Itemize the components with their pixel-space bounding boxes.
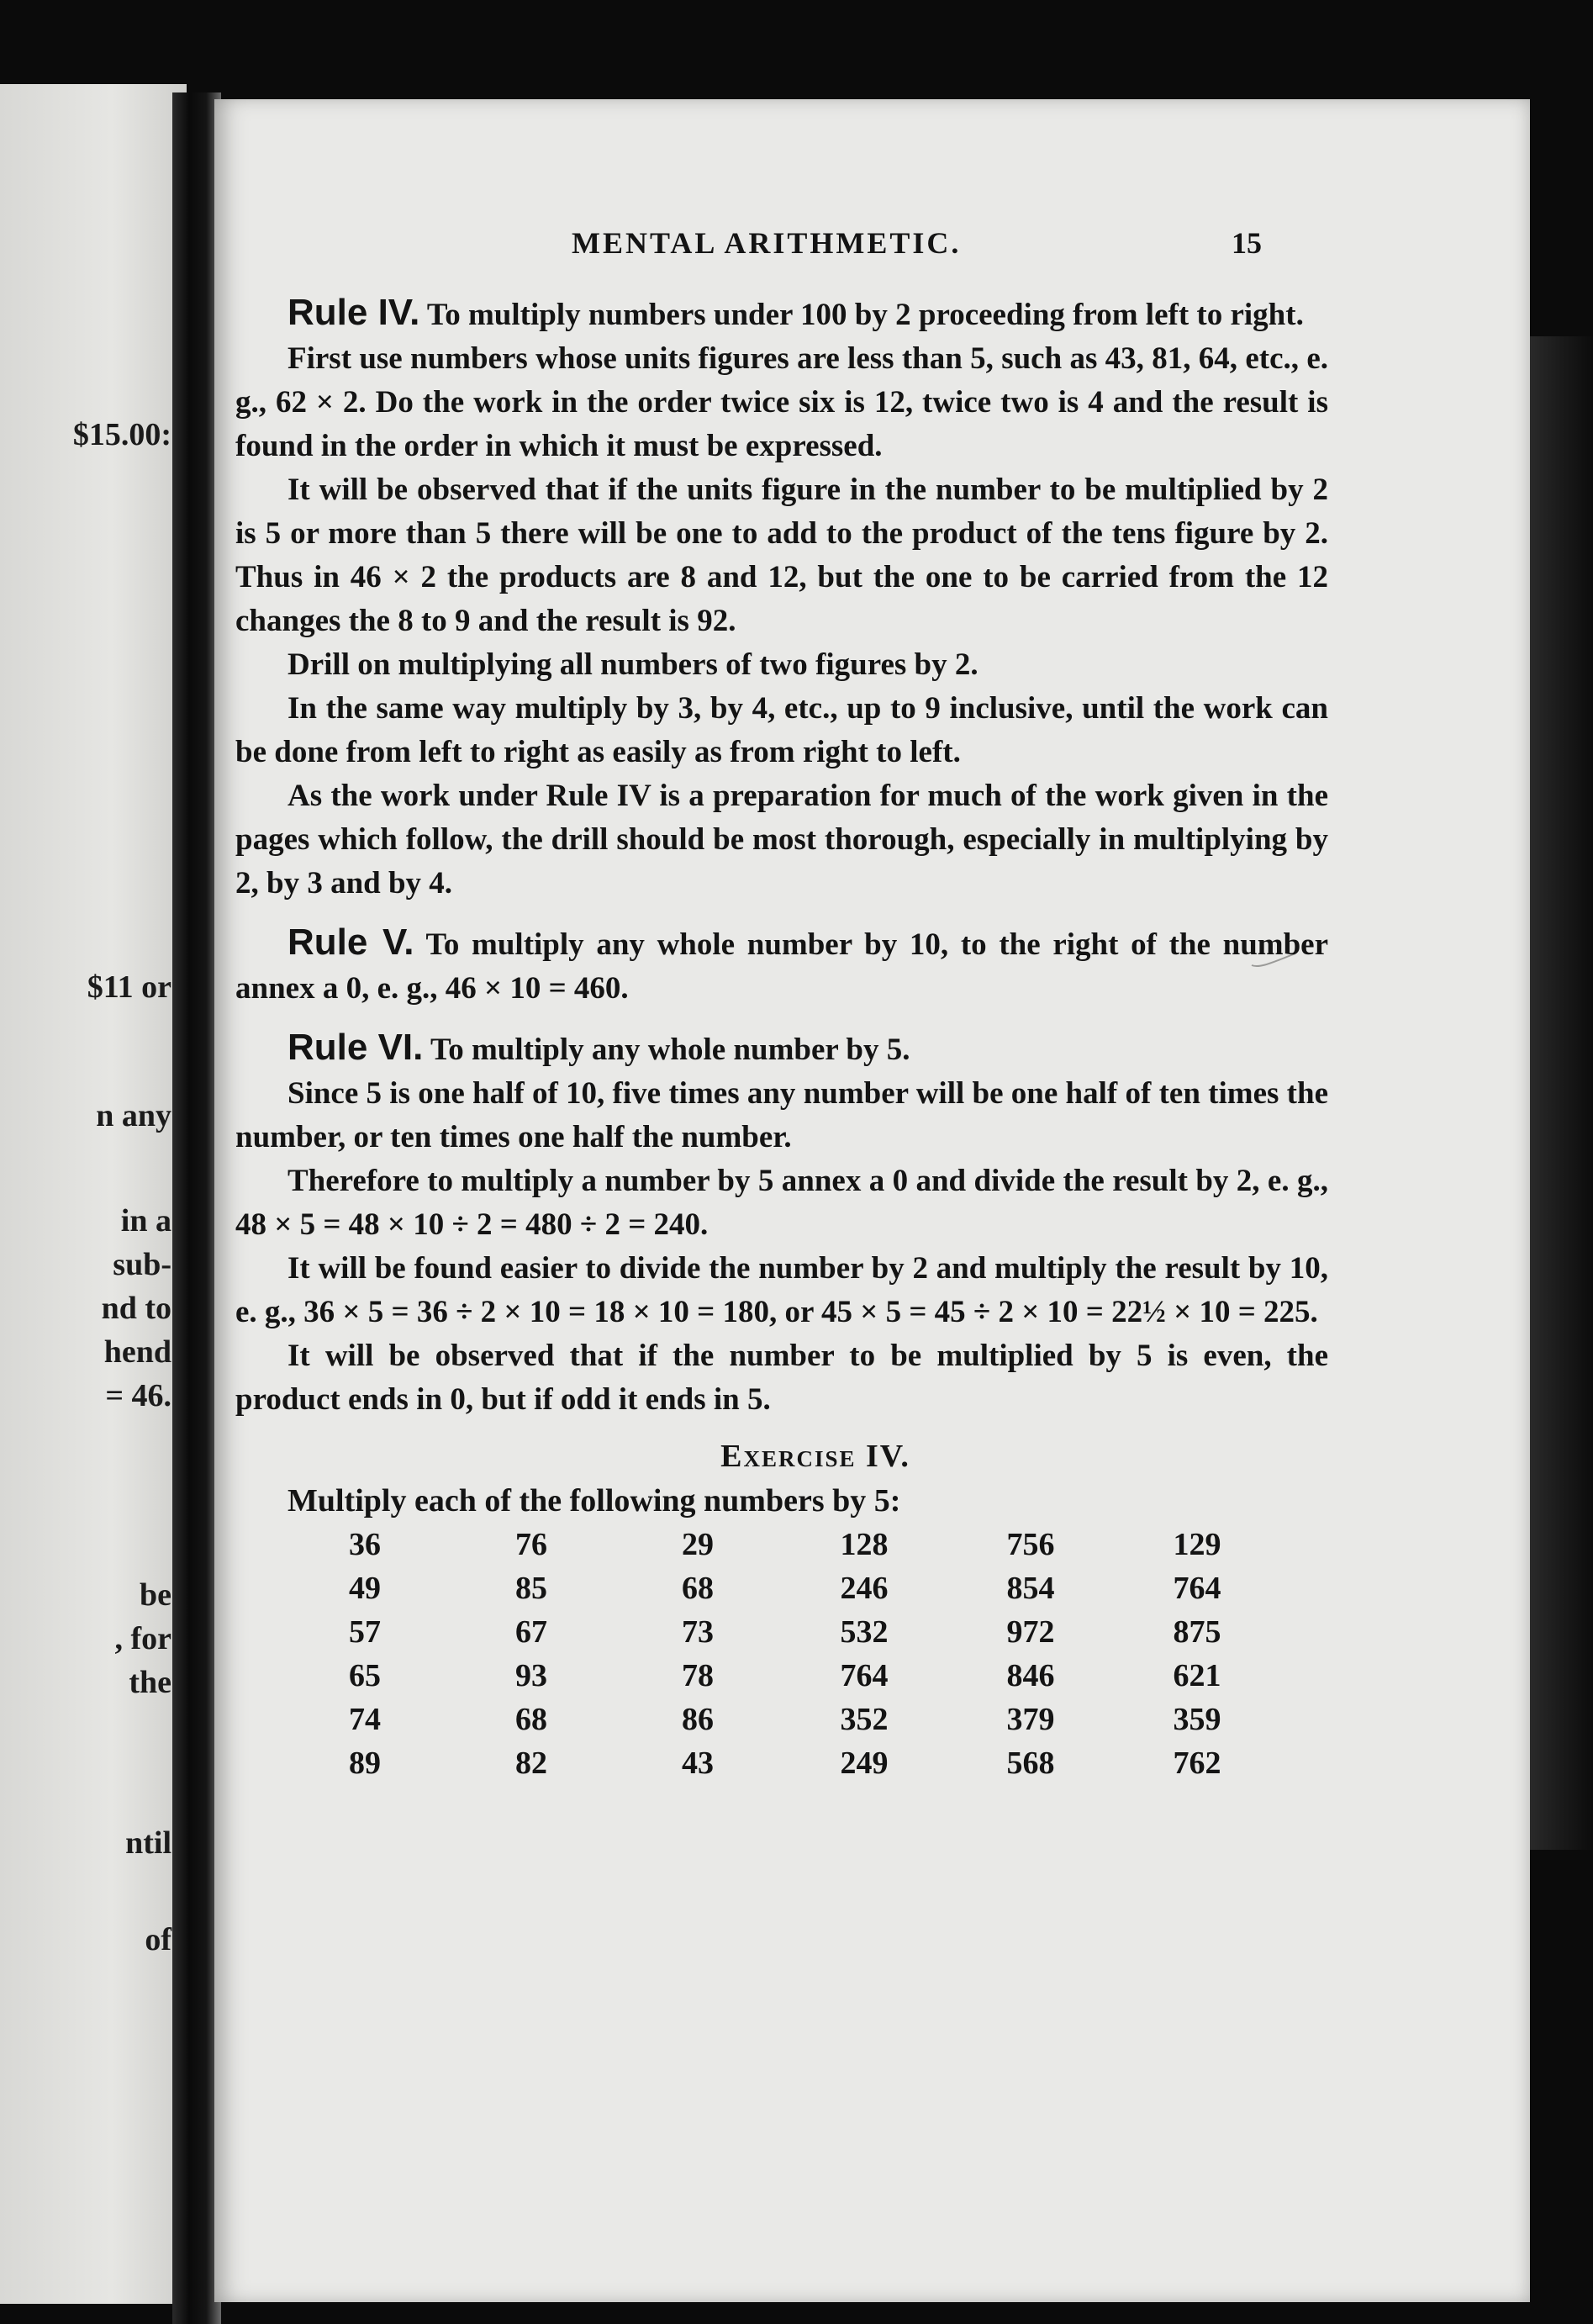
left-page-fragment: in a: [120, 1203, 171, 1239]
table-cell: 532: [840, 1614, 889, 1650]
table-cell: 379: [1006, 1702, 1055, 1737]
left-page-fragment: $15.00:: [72, 417, 171, 452]
table-cell: 76: [515, 1527, 547, 1562]
table-cell: 621: [1173, 1658, 1221, 1693]
table-cell: 57: [349, 1614, 381, 1650]
left-page-fragment: be: [140, 1577, 171, 1613]
page-number: 15: [1232, 226, 1262, 260]
table-row: [282, 1698, 1280, 1741]
table-row: [282, 1566, 1280, 1610]
rule-v-heading: Rule V.: [287, 922, 414, 963]
table-cell: 68: [682, 1571, 714, 1606]
left-page-sliver: [0, 84, 187, 2304]
left-page-fragment: nd to: [101, 1291, 171, 1326]
table-cell: 352: [840, 1702, 889, 1737]
table-cell: 875: [1173, 1614, 1221, 1650]
table-cell: 36: [349, 1527, 381, 1562]
table-cell: 246: [840, 1571, 889, 1606]
table-cell: 128: [840, 1527, 889, 1562]
rule-iv-heading: Rule IV.: [287, 292, 420, 333]
exercise-title: Exercise IV.: [720, 1439, 910, 1474]
paragraph: Since 5 is one half of 10, five times any number will be one half of ten times the number, or ten times one half the number.: [235, 1076, 1328, 1154]
rule-v-statement: [235, 921, 1328, 1011]
table-cell: 359: [1173, 1702, 1221, 1737]
table-cell: 74: [349, 1702, 381, 1737]
left-page-fragment: of: [145, 1922, 171, 1957]
table-cell: 764: [840, 1658, 889, 1693]
rule-vi-text: To multiply any whole number by 5.: [423, 1033, 910, 1067]
table-row: [282, 1523, 1280, 1566]
table-cell: 249: [840, 1746, 889, 1781]
paragraph: It will be observed that if the units figure in the number to be multiplied by 2 is 5 or more than 5 there will be one to add to the product of the tens figure by 2. Thus in 46 × 2 the products are 8 and 12, but the one to be carried from the 12 changes the 8 to 9 and the result is 92.: [235, 473, 1328, 638]
table-row: [282, 1654, 1280, 1698]
rule-iv-text: To multiply numbers under 100 by 2 proceeding from left to right.: [419, 298, 1304, 332]
left-page-fragment: , for: [114, 1621, 171, 1656]
paragraph: First use numbers whose units figures are less than 5, such as 43, 81, 64, etc., e. g., 62 × 2. Do the work in the order twice six is 12, twice two is 4 and the result is found in the order in which it must be expressed.: [235, 341, 1328, 463]
table-cell: 78: [682, 1658, 714, 1693]
table-cell: 65: [349, 1658, 381, 1693]
book-page: [214, 99, 1530, 2302]
table-cell: 29: [682, 1527, 714, 1562]
rule-vi-heading: Rule VI.: [287, 1027, 424, 1068]
table-cell: 129: [1173, 1527, 1221, 1562]
table-cell: 82: [515, 1746, 547, 1781]
table-cell: 762: [1173, 1746, 1221, 1781]
table-cell: 756: [1006, 1527, 1055, 1562]
table-cell: 93: [515, 1658, 547, 1693]
paragraph: It will be found easier to divide the number by 2 and multiply the result by 10, e. g., 36 × 5 = 36 ÷ 2 × 10 = 18 × 10 = 180, or 45 × 5 = 45 ÷ 2 × 10 = 22½ × 10 = 225.: [235, 1251, 1328, 1329]
paragraph: Drill on multiplying all numbers of two figures by 2.: [287, 647, 978, 682]
left-page-fragment: = 46.: [105, 1378, 171, 1413]
left-page-fragment: $11 or: [87, 969, 171, 1005]
page-edge-shadow: [1530, 336, 1593, 1850]
table-cell: 73: [682, 1614, 714, 1650]
table-cell: 67: [515, 1614, 547, 1650]
paragraph: As the work under Rule IV is a preparation for much of the work given in the pages which follow, the drill should be most thorough, especially in multiplying by 2, by 3 and by 4.: [235, 779, 1328, 901]
left-page-fragment: ntil: [125, 1825, 171, 1861]
running-title: MENTAL ARITHMETIC.: [572, 226, 962, 260]
table-cell: 854: [1006, 1571, 1055, 1606]
table-cell: 85: [515, 1571, 547, 1606]
table-cell: 86: [682, 1702, 714, 1737]
table-row: [282, 1610, 1280, 1654]
left-page-fragment: hend: [103, 1334, 171, 1370]
table-row: [282, 1741, 1280, 1785]
table-cell: 49: [349, 1571, 381, 1606]
rule-v-text: To multiply any whole number by 10, to the right of the number annex a 0, e. g., 46 × 10 = 460.: [235, 927, 1329, 1006]
paragraph: It will be observed that if the number to be multiplied by 5 is even, the product ends in 0, but if odd it ends in 5.: [235, 1339, 1328, 1417]
paragraph: Therefore to multiply a number by 5 annex a 0 and divide the result by 2, e. g., 48 × 5 = 48 × 10 ÷ 2 = 480 ÷ 2 = 240.: [235, 1164, 1328, 1242]
table-cell: 68: [515, 1702, 547, 1737]
left-page-fragment: the: [129, 1665, 171, 1700]
page-content: [235, 225, 1328, 1785]
rule-vi-statement: [235, 1026, 1328, 1072]
exercise-instruction: Multiply each of the following numbers by 5:: [287, 1483, 901, 1519]
page-header: [235, 225, 1328, 276]
table-cell: 764: [1173, 1571, 1221, 1606]
table-cell: 89: [349, 1746, 381, 1781]
paragraph: In the same way multiply by 3, by 4, etc., up to 9 inclusive, until the work can be done from left to right as easily as from right to left.: [235, 691, 1328, 769]
left-page-fragment: sub-: [113, 1247, 171, 1282]
table-cell: 568: [1006, 1746, 1055, 1781]
left-page-fragment: n any: [96, 1098, 171, 1133]
table-cell: 846: [1006, 1658, 1055, 1693]
exercise-number-table: [282, 1523, 1280, 1785]
rule-iv-statement: [235, 291, 1328, 337]
table-cell: 972: [1006, 1614, 1055, 1650]
table-cell: 43: [682, 1746, 714, 1781]
